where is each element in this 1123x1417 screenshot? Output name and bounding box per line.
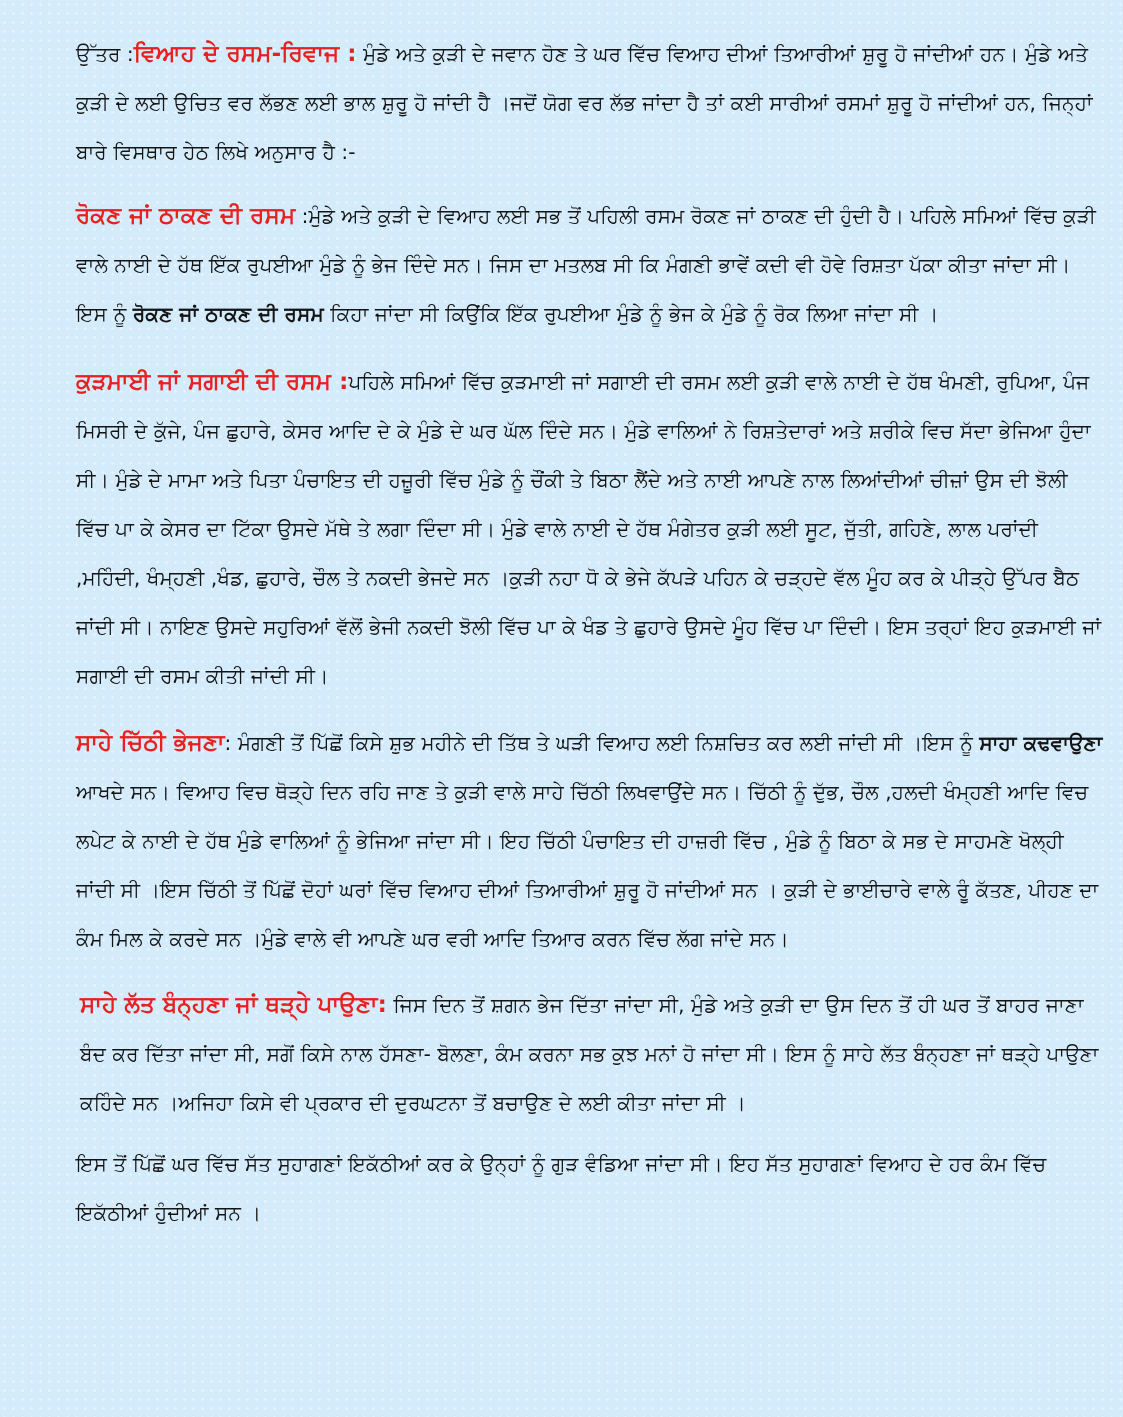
rokan-text-a: :ਮੁੰਡੇ ਅਤੇ ਕੁੜੀ ਦੇ ਵਿਆਹ ਲਈ ਸਭ ਤੋਂ ਪਹਿਲੀ ਰਸਮ ਰੋਕਣ ਜਾਂ ਠਾਕਣ ਦੀ ਹੁੰਦੀ ਹੈ। ਪਹਿਲੇ ਸਮਿਆਂ ਵਿੱਚ ਕੁੜੀ ਵਾਲੇ ਨਾਈ ਦੇ ਹੱਥ ਇੱਕ ਰੁਪਈਆ ਮੁੰਡੇ ਨੂੰ ਭੇਜ ਦਿੰਦੇ ਸਨ। ਜਿਸ ਦਾ ਮਤਲਬ ਸੀ ਕਿ ਮੰਗਣੀ ਭਾਵੇਂ ਕਦੀ ਵੀ ਹੋਵੇ ਰਿਸ਼ਤਾ ਪੱਕਾ ਕੀਤਾ ਜਾਂਦਾ ਸੀ। ਇਸ ਨੂੰ bbox=[76, 204, 1096, 326]
intro-paragraph bbox=[76, 30, 1106, 177]
section-rokan bbox=[76, 192, 1106, 339]
section-sahe-latt bbox=[76, 981, 1106, 1128]
heading-kurmai: ਕੁੜਮਾਈ ਜਾਂ ਸਗਾਈ ਦੀ ਰਸਮ : bbox=[76, 369, 349, 395]
sahe-latt-text: ਜਿਸ ਦਿਨ ਤੋਂ ਸ਼ਗਨ ਭੇਜ ਦਿੱਤਾ ਜਾਂਦਾ ਸੀ, ਮੁੰਡੇ ਅਤੇ ਕੁੜੀ ਦਾ ਉਸ ਦਿਨ ਤੋਂ ਹੀ ਘਰ ਤੋਂ ਬਾਹਰ ਜਾਣਾ ਬੰਦ ਕਰ ਦਿੱਤਾ ਜਾਂਦਾ ਸੀ, ਸਗੋਂ ਕਿਸੇ ਨਾਲ ਹੱਸਣਾ- ਬੋਲਣਾ, ਕੰਮ ਕਰਨਾ ਸਭ ਕੁਝ ਮਨਾਂ ਹੋ ਜਾਂਦਾ ਸੀ। ਇਸ ਨੂੰ ਸਾਹੇ ਲੱਤ ਬੰਨ੍ਹਣਾ ਜਾਂ ਥੜ੍ਹੇ ਪਾਉਣਾ ਕਹਿੰਦੇ ਸਨ ।ਅਜਿਹਾ ਕਿਸੇ ਵੀ ਪ੍ਰਕਾਰ ਦੀ ਦੁਰਘਟਨਾ ਤੋਂ ਬਚਾਉਣ ਦੇ ਲਈ ਕੀਤਾ ਜਾਂਦਾ ਸੀ । bbox=[80, 993, 1099, 1115]
rokan-text-b: ਕਿਹਾ ਜਾਂਦਾ ਸੀ ਕਿਉਂਕਿ ਇੱਕ ਰੁਪਈਆ ਮੁੰਡੇ ਨੂੰ ਭੇਜ ਕੇ ਮੁੰਡੇ ਨੂੰ ਰੋਕ ਲਿਆ ਜਾਂਦਾ ਸੀ । bbox=[323, 302, 939, 326]
rokan-bold-term: ਰੋਕਣ ਜਾਂ ਠਾਕਣ ਦੀ ਰਸਮ bbox=[132, 302, 324, 326]
section-sahe-chitthi bbox=[76, 719, 1106, 964]
document-page bbox=[76, 30, 1106, 1238]
section-kurmai bbox=[76, 358, 1106, 701]
sahe-chitthi-text-a: : ਮੰਗਣੀ ਤੋਂ ਪਿੱਛੋਂ ਕਿਸੇ ਸ਼ੁਭ ਮਹੀਨੇ ਦੀ ਤਿੱਥ ਤੇ ਘੜੀ ਵਿਆਹ ਲਈ ਨਿਸ਼ਚਿਤ ਕਰ ਲਈ ਜਾਂਦੀ ਸੀ ।ਇਸ ਨੂੰ bbox=[224, 731, 980, 755]
closing-paragraph bbox=[76, 1140, 1106, 1238]
sahe-chitthi-text-b: ਆਖਦੇ ਸਨ। ਵਿਆਹ ਵਿਚ ਥੋੜ੍ਹੇ ਦਿਨ ਰਹਿ ਜਾਣ ਤੇ ਕੁੜੀ ਵਾਲੇ ਸਾਹੇ ਚਿੱਠੀ ਲਿਖਵਾਉਂਦੇ ਸਨ। ਚਿੱਠੀ ਨੂੰ ਦੁੱਭ, ਚੌਲ ,ਹਲਦੀ ਖੰਮ੍ਹਣੀ ਆਦਿ ਵਿਚ ਲਪੇਟ ਕੇ ਨਾਈ ਦੇ ਹੱਥ ਮੁੰਡੇ ਵਾਲਿਆਂ ਨੂੰ ਭੇਜਿਆ ਜਾਂਦਾ ਸੀ। ਇਹ ਚਿੱਠੀ ਪੰਚਾਇਤ ਦੀ ਹਾਜ਼ਰੀ ਵਿੱਚ , ਮੁੰਡੇ ਨੂੰ ਬਿਠਾ ਕੇ ਸਭ ਦੇ ਸਾਹਮਣੇ ਖੋਲ੍ਹੀ ਜਾਂਦੀ ਸੀ ।ਇਸ ਚਿੱਠੀ ਤੋਂ ਪਿੱਛੋਂ ਦੋਹਾਂ ਘਰਾਂ ਵਿੱਚ ਵਿਆਹ ਦੀਆਂ ਤਿਆਰੀਆਂ ਸ਼ੁਰੂ ਹੋ ਜਾਂਦੀਆਂ ਸਨ । ਕੁੜੀ ਦੇ ਭਾਈਚਾਰੇ ਵਾਲੇ ਰੂੰ ਕੱਤਣ, ਪੀਹਣ ਦਾ ਕੰਮ ਮਿਲ ਕੇ ਕਰਦੇ ਸਨ ।ਮੁੰਡੇ ਵਾਲੇ ਵੀ ਆਪਣੇ ਘਰ ਵਰੀ ਆਦਿ ਤਿਆਰ ਕਰਨ ਵਿੱਚ ਲੱਗ ਜਾਂਦੇ ਸਨ। bbox=[76, 780, 1099, 951]
heading-sahe-latt: ਸਾਹੇ ਲੱਤ ਬੰਨ੍ਹਣਾ ਜਾਂ ਥੜ੍ਹੇ ਪਾਉਣਾ: bbox=[80, 992, 387, 1018]
heading-sahe-chitthi: ਸਾਹੇ ਚਿੱਠੀ ਭੇਜਣਾ bbox=[76, 730, 225, 756]
kurmai-text: ਪਹਿਲੇ ਸਮਿਆਂ ਵਿੱਚ ਕੁੜਮਾਈ ਜਾਂ ਸਗਾਈ ਦੀ ਰਸਮ ਲਈ ਕੁੜੀ ਵਾਲੇ ਨਾਈ ਦੇ ਹੱਥ ਖੰਮਣੀ, ਰੁਪਿਆ, ਪੰਜ ਮਿਸਰੀ ਦੇ ਕੁੱਜੇ, ਪੰਜ ਛੁਹਾਰੇ, ਕੇਸਰ ਆਦਿ ਦੇ ਕੇ ਮੁੰਡੇ ਦੇ ਘਰ ਘੱਲ ਦਿੰਦੇ ਸਨ। ਮੁੰਡੇ ਵਾਲਿਆਂ ਨੇ ਰਿਸ਼ਤੇਦਾਰਾਂ ਅਤੇ ਸ਼ਰੀਕੇ ਵਿਚ ਸੱਦਾ ਭੇਜਿਆ ਹੁੰਦਾ ਸੀ। ਮੁੰਡੇ ਦੇ ਮਾਮਾ ਅਤੇ ਪਿਤਾ ਪੰਚਾਇਤ ਦੀ ਹਜ਼ੂਰੀ ਵਿੱਚ ਮੁੰਡੇ ਨੂੰ ਚੌਂਕੀ ਤੇ ਬਿਠਾ ਲੈਂਦੇ ਅਤੇ ਨਾਈ ਆਪਣੇ ਨਾਲ ਲਿਆਂਦੀਆਂ ਚੀਜ਼ਾਂ ਉਸ ਦੀ ਝੋਲੀ ਵਿੱਚ ਪਾ ਕੇ ਕੇਸਰ ਦਾ ਟਿੱਕਾ ਉਸਦੇ ਮੱਥੇ ਤੇ ਲਗਾ ਦਿੰਦਾ ਸੀ। ਮੁੰਡੇ ਵਾਲੇ ਨਾਈ ਦੇ ਹੱਥ ਮੰਗੇਤਰ ਕੁੜੀ ਲਈ ਸੂਟ, ਜੁੱਤੀ, ਗਹਿਣੇ, ਲਾਲ ਪਰਾਂਦੀ ,ਮਹਿੰਦੀ, ਖੰਮ੍ਹਣੀ ,ਖੰਡ, ਛੁਹਾਰੇ, ਚੌਲ ਤੇ ਨਕਦੀ ਭੇਜਦੇ ਸਨ ।ਕੁੜੀ ਨਹਾ ਧੋ ਕੇ ਭੇਜੇ ਕੱਪੜੇ ਪਹਿਨ ਕੇ ਚੜ੍ਹਦੇ ਵੱਲ ਮੂੰਹ ਕਰ ਕੇ ਪੀੜ੍ਹੇ ਉੱਪਰ ਬੈਠ ਜਾਂਦੀ ਸੀ। ਨਾਇਣ ਉਸਦੇ ਸਹੁਰਿਆਂ ਵੱਲੋਂ ਭੇਜੀ ਨਕਦੀ ਝੋਲੀ ਵਿੱਚ ਪਾ ਕੇ ਖੰਡ ਤੇ ਛੁਹਾਰੇ ਉਸਦੇ ਮੂੰਹ ਵਿੱਚ ਪਾ ਦਿੰਦੀ। ਇਸ ਤਰ੍ਹਾਂ ਇਹ ਕੁੜਮਾਈ ਜਾਂ ਸਗਾਈ ਦੀ ਰਸਮ ਕੀਤੀ ਜਾਂਦੀ ਸੀ। bbox=[76, 370, 1102, 688]
answer-label: ਉੱਤਰ : bbox=[76, 42, 134, 66]
heading-rokan: ਰੋਕਣ ਜਾਂ ਠਾਕਣ ਦੀ ਰਸਮ bbox=[76, 203, 296, 229]
heading-wedding-customs: ਵਿਆਹ ਦੇ ਰਸਮ-ਰਿਵਾਜ : bbox=[133, 41, 357, 67]
intro-text: ਮੁੰਡੇ ਅਤੇ ਕੁੜੀ ਦੇ ਜਵਾਨ ਹੋਣ ਤੇ ਘਰ ਵਿੱਚ ਵਿਆਹ ਦੀਆਂ ਤਿਆਰੀਆਂ ਸ਼ੁਰੂ ਹੋ ਜਾਂਦੀਆਂ ਹਨ। ਮੁੰਡੇ ਅਤੇ ਕੁੜੀ ਦੇ ਲਈ ਉਚਿਤ ਵਰ ਲੱਭਣ ਲਈ ਭਾਲ ਸ਼ੁਰੂ ਹੋ ਜਾਂਦੀ ਹੈ ।ਜਦੋਂ ਯੋਗ ਵਰ ਲੱਭ ਜਾਂਦਾ ਹੈ ਤਾਂ ਕਈ ਸਾਰੀਆਂ ਰਸਮਾਂ ਸ਼ੁਰੂ ਹੋ ਜਾਂਦੀਆਂ ਹਨ, ਜਿਨ੍ਹਾਂ ਬਾਰੇ ਵਿਸਥਾਰ ਹੇਠ ਲਿਖੇ ਅਨੁਸਾਰ ਹੈ :- bbox=[76, 42, 1093, 164]
closing-text: ਇਸ ਤੋਂ ਪਿੱਛੋਂ ਘਰ ਵਿੱਚ ਸੱਤ ਸੁਹਾਗਣਾਂ ਇਕੱਠੀਆਂ ਕਰ ਕੇ ਉਨ੍ਹਾਂ ਨੂੰ ਗੁੜ ਵੰਡਿਆ ਜਾਂਦਾ ਸੀ। ਇਹ ਸੱਤ ਸੁਹਾਗਣਾਂ ਵਿਆਹ ਦੇ ਹਰ ਕੰਮ ਵਿੱਚ ਇਕੱਠੀਆਂ ਹੁੰਦੀਆਂ ਸਨ । bbox=[76, 1152, 1047, 1225]
sahe-chitthi-bold-term: ਸਾਹਾ ਕਢਵਾਉਣਾ bbox=[979, 731, 1103, 755]
